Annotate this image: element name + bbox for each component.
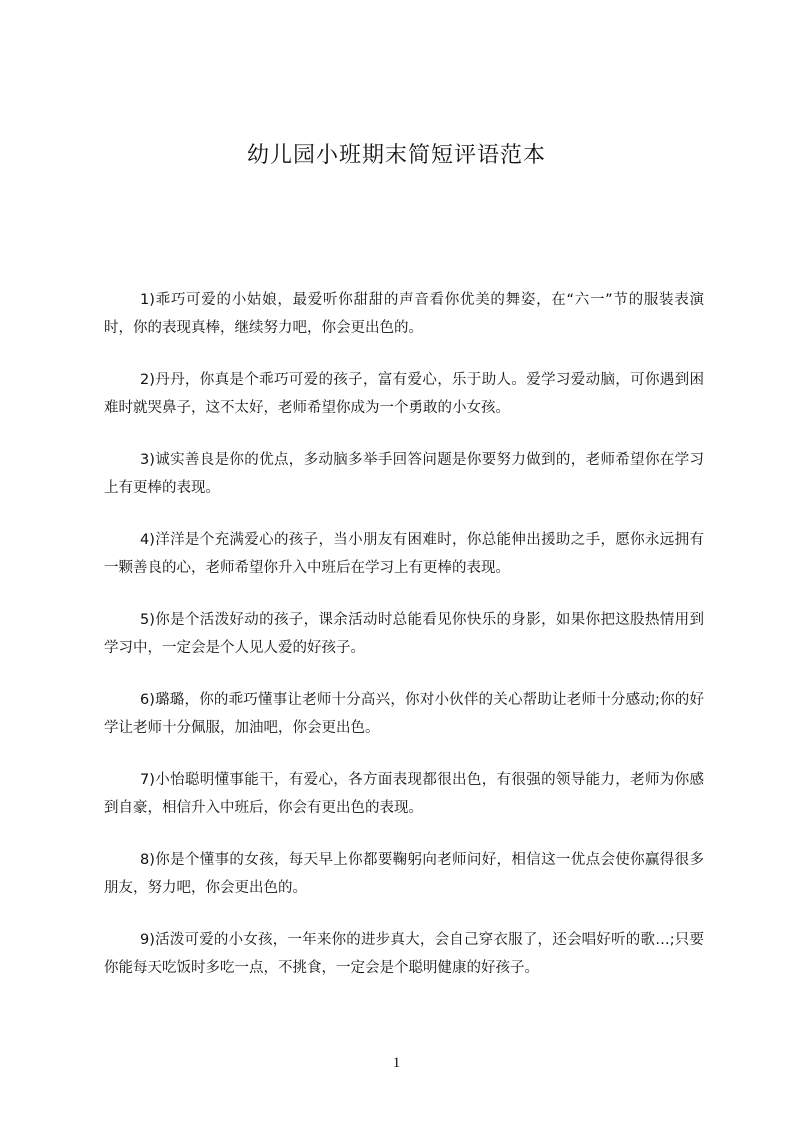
comment-paragraph-2: 2)丹丹，你真是个乖巧可爱的孩子，富有爱心，乐于助人。爱学习爱动脑，可你遇到困难时就哭鼻子，这不太好，老师希望你成为一个勇敢的小女孩。 — [104, 372, 704, 416]
comment-paragraph-6: 6)璐璐，你的乖巧懂事让老师十分高兴，你对小伙伴的关心帮助让老师十分感动;你的好学让老师十分佩服，加油吧，你会更出色。 — [104, 692, 704, 736]
comment-list — [104, 286, 704, 1006]
page-title: 幼儿园小班期末简短评语范本 — [246, 143, 546, 168]
comment-paragraph-9: 9)活泼可爱的小女孩，一年来你的进步真大，会自己穿衣服了，还会唱好听的歌…;只要你能每天吃饭时多吃一点，不挑食，一定会是个聪明健康的好孩子。 — [104, 932, 704, 976]
comment-paragraph-8: 8)你是个懂事的女孩，每天早上你都要鞠躬向老师问好，相信这一优点会使你赢得很多朋友，努力吧，你会更出色的。 — [104, 852, 704, 896]
comment-paragraph-5: 5)你是个活泼好动的孩子，课余活动时总能看见你快乐的身影，如果你把这股热情用到学习中，一定会是个人见人爱的好孩子。 — [104, 612, 704, 656]
comment-paragraph-1: 1)乖巧可爱的小姑娘，最爱听你甜甜的声音看你优美的舞姿，在“六一”节的服装表演时，你的表现真棒，继续努力吧，你会更出色的。 — [104, 292, 704, 336]
comment-paragraph-3: 3)诚实善良是你的优点，多动脑多举手回答问题是你要努力做到的，老师希望你在学习上有更棒的表现。 — [104, 452, 704, 496]
comment-paragraph-4: 4)洋洋是个充满爱心的孩子，当小朋友有困难时，你总能伸出援助之手，愿你永远拥有一颗善良的心，老师希望你升入中班后在学习上有更棒的表现。 — [104, 532, 704, 576]
page-number: 1 — [392, 1055, 401, 1071]
comment-paragraph-7: 7)小怡聪明懂事能干，有爱心，各方面表现都很出色，有很强的领导能力，老师为你感到自豪，相信升入中班后，你会有更出色的表现。 — [104, 772, 704, 816]
